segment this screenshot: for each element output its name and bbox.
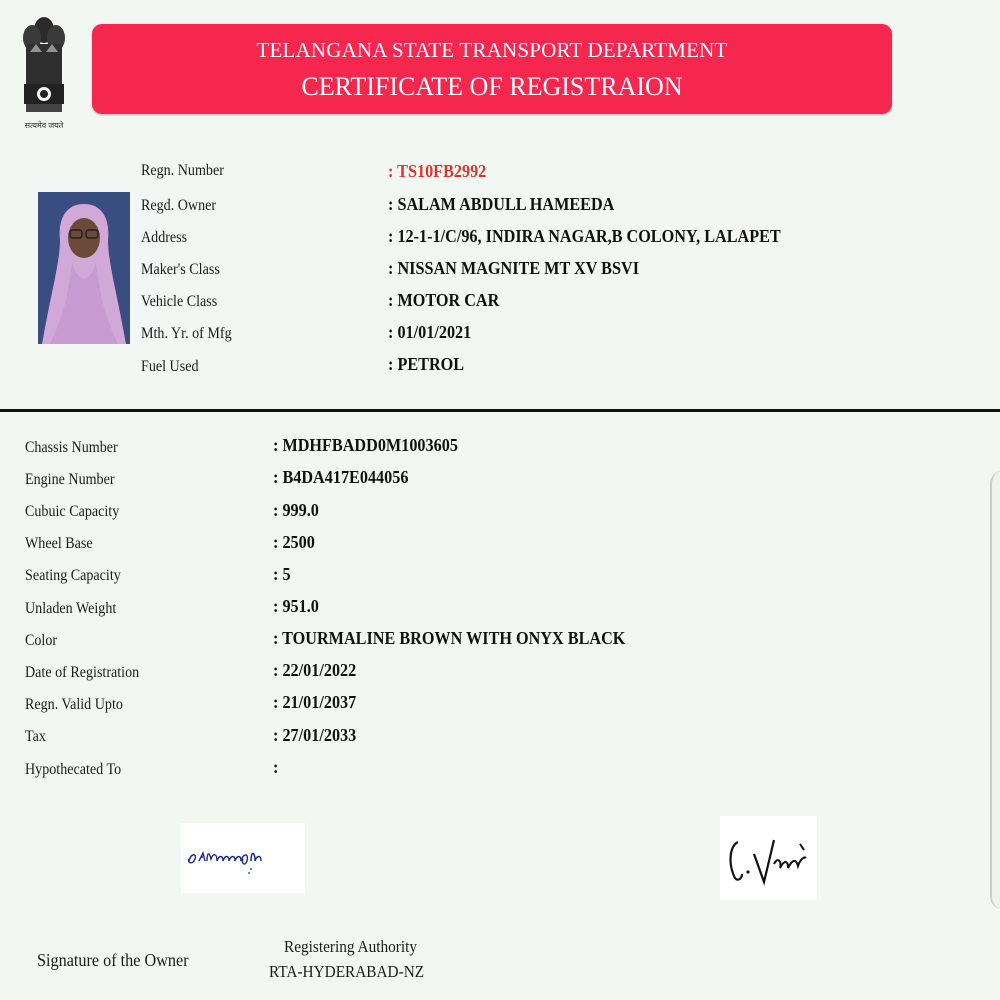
- value-hypothecated-to: :: [273, 757, 279, 777]
- value-makers-class: : NISSAN MAGNITE MT XV BSVI: [388, 258, 640, 278]
- value-mfg-date: : 01/01/2021: [388, 322, 472, 342]
- owner-signature-label: Signature of the Owner: [37, 950, 189, 970]
- owner-signature: [181, 823, 305, 893]
- national-emblem: [14, 8, 74, 132]
- label-cubic-capacity: Cubuic Capacity: [25, 503, 120, 520]
- authority-signature-icon: [720, 816, 817, 900]
- lion-capital-icon: [14, 8, 74, 120]
- owner-signature-icon: [181, 823, 305, 893]
- label-mfg-date: Mth. Yr. of Mfg: [141, 325, 232, 342]
- label-color: Color: [25, 632, 58, 649]
- label-hypothecated-to: Hypothecated To: [25, 761, 122, 778]
- label-tax: Tax: [25, 728, 46, 745]
- label-unladen-weight: Unladen Weight: [25, 600, 117, 617]
- label-seating-capacity: Seating Capacity: [25, 567, 121, 584]
- label-fuel-used: Fuel Used: [141, 358, 199, 375]
- value-engine-number: : B4DA417E044056: [273, 467, 409, 487]
- label-wheel-base: Wheel Base: [25, 535, 93, 552]
- value-regn-number: : TS10FB2992: [388, 161, 487, 181]
- certificate-title: CERTIFICATE OF REGISTRAION: [301, 72, 683, 101]
- value-regn-valid-upto: : 21/01/2037: [273, 692, 357, 712]
- label-address: Address: [141, 229, 188, 246]
- label-date-of-registration: Date of Registration: [25, 664, 140, 681]
- label-regn-valid-upto: Regn. Valid Upto: [25, 696, 123, 713]
- section-divider: [0, 409, 1000, 412]
- value-color: : TOURMALINE BROWN WITH ONYX BLACK: [273, 628, 626, 648]
- value-seating-capacity: : 5: [273, 564, 291, 584]
- label-regn-number: Regn. Number: [141, 162, 224, 179]
- value-date-of-registration: : 22/01/2022: [273, 660, 357, 680]
- label-engine-number: Engine Number: [25, 471, 115, 488]
- value-unladen-weight: : 951.0: [273, 596, 319, 616]
- value-tax: : 27/01/2033: [273, 725, 357, 745]
- value-vehicle-class: : MOTOR CAR: [388, 290, 500, 310]
- label-chassis-number: Chassis Number: [25, 439, 118, 456]
- header-banner: [92, 24, 892, 114]
- page-edge: [990, 470, 1000, 910]
- value-wheel-base: : 2500: [273, 532, 315, 552]
- label-vehicle-class: Vehicle Class: [141, 293, 218, 310]
- label-makers-class: Maker's Class: [141, 261, 220, 278]
- owner-photo: [38, 192, 130, 344]
- emblem-motto: सत्यमेव जयते: [24, 121, 64, 130]
- label-regd-owner: Regd. Owner: [141, 197, 217, 214]
- value-chassis-number: : MDHFBADD0M1003605: [273, 435, 458, 455]
- authority-office: RTA-HYDERABAD-NZ: [269, 962, 425, 981]
- value-address: : 12-1-1/C/96, INDIRA NAGAR,B COLONY, LALAPET: [388, 226, 781, 246]
- value-fuel-used: : PETROL: [388, 354, 465, 374]
- authority-signature: [720, 816, 817, 900]
- value-cubic-capacity: : 999.0: [273, 500, 319, 520]
- value-regd-owner: : SALAM ABDULL HAMEEDA: [388, 194, 615, 214]
- department-name: TELANGANA STATE TRANSPORT DEPARTMENT: [256, 38, 728, 62]
- registering-authority-label: Registering Authority: [284, 937, 418, 956]
